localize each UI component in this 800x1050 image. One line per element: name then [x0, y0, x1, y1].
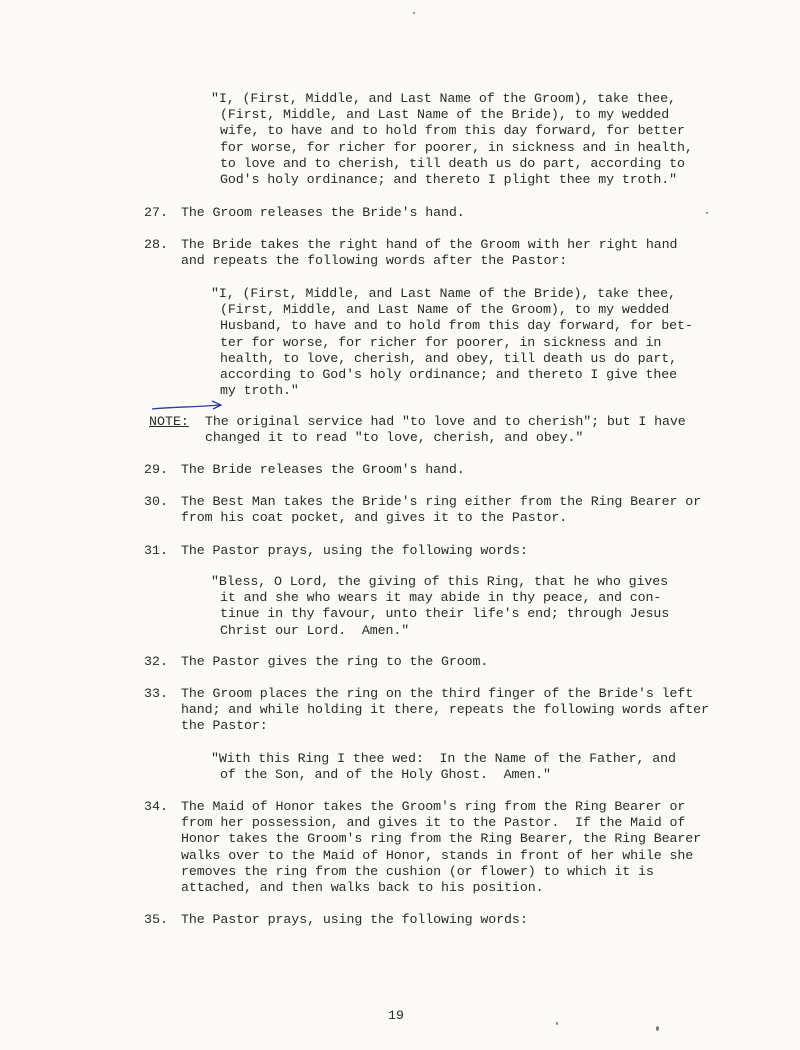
item-35-text — [181, 912, 741, 928]
quote-line: tinue in thy favour, unto their life's end; through Jesus — [220, 606, 670, 622]
item-number: 34. — [144, 799, 168, 814]
item-line: and repeats the following words after the Pastor: — [181, 253, 568, 269]
item-33-text — [181, 686, 741, 735]
item-line: The Pastor gives the ring to the Groom. — [181, 654, 489, 669]
item-line: from his coat pocket, and gives it to the Pastor. — [181, 510, 568, 526]
item-30-text — [181, 494, 741, 526]
item-27-text — [181, 205, 741, 221]
quote-line: according to God's holy ordinance; and thereto I give thee — [220, 367, 678, 383]
quote-line: ter for worse, for richer for poorer, in sickness and in — [220, 334, 662, 350]
item-line: walks over to the Maid of Honor, stands in front of her while she — [181, 847, 694, 863]
item-line: The Bride takes the right hand of the Groom with her right hand — [181, 237, 678, 252]
item-number: 30. — [144, 494, 168, 509]
quote-line: of the Son, and of the Holy Ghost. Amen." — [220, 767, 551, 783]
item-34-text — [181, 799, 741, 896]
quote-line: (First, Middle, and Last Name of the Bride), to my wedded — [220, 107, 670, 123]
item-number: 28. — [144, 237, 168, 252]
quote-line: wife, to have and to hold from this day forward, for better — [220, 123, 685, 139]
page-number: 19 — [388, 1008, 404, 1023]
item-line: from her possession, and gives it to the Pastor. If the Maid of — [181, 815, 686, 831]
item-number: 32. — [144, 654, 168, 669]
quote-line: (First, Middle, and Last Name of the Groom), to my wedded — [220, 302, 670, 318]
note-label: NOTE: — [149, 414, 189, 429]
quote-line: it and she who wears it may abide in thy peace, and con- — [220, 590, 662, 606]
note-line: The original service had "to love and to cherish"; but I have — [205, 414, 686, 429]
quote-line: for worse, for richer for poorer, in sickness and in health, — [220, 139, 693, 155]
groom-vow-quote — [211, 91, 693, 188]
item-number: 27. — [144, 205, 168, 220]
quote-line: Husband, to have and to hold from this day forward, for bet- — [220, 318, 693, 334]
item-29-text — [181, 462, 741, 478]
quote-line: "With this Ring I thee wed: In the Name of the Father, and — [211, 751, 676, 766]
item-line: The Best Man takes the Bride's ring either from the Ring Bearer or — [181, 494, 702, 509]
ring-wed-quote — [211, 751, 676, 783]
item-line: The Bride releases the Groom's hand. — [181, 462, 465, 477]
bride-vow-quote — [211, 286, 693, 399]
item-31-text — [181, 543, 741, 559]
item-number: 33. — [144, 686, 168, 701]
note-text — [205, 414, 686, 446]
item-line: attached, and then walks back to his position. — [181, 880, 544, 896]
item-line: The Pastor prays, using the following words: — [181, 912, 528, 927]
scan-speck — [556, 1022, 558, 1025]
item-line: Honor takes the Groom's ring from the Ring Bearer, the Ring Bearer — [181, 831, 702, 847]
item-number: 35. — [144, 912, 168, 927]
handwritten-arrow-icon — [150, 399, 226, 415]
item-28-text — [181, 237, 741, 269]
scan-speck — [656, 1026, 659, 1031]
scan-speck — [706, 212, 708, 214]
item-number: 29. — [144, 462, 168, 477]
quote-line: "I, (First, Middle, and Last Name of the Bride), take thee, — [211, 286, 676, 301]
item-line: The Groom releases the Bride's hand. — [181, 205, 465, 220]
bless-ring-quote — [211, 574, 669, 639]
quote-line: health, to love, cherish, and obey, till death us do part, — [220, 350, 678, 366]
quote-line: God's holy ordinance; and thereto I plight thee my troth." — [220, 172, 678, 188]
item-line: The Groom places the ring on the third finger of the Bride's left — [181, 686, 694, 701]
item-number: 31. — [144, 543, 168, 558]
quote-line: to love and to cherish, till death us do part, according to — [220, 155, 685, 171]
quote-line: "Bless, O Lord, the giving of this Ring, that he who gives — [211, 574, 669, 589]
item-line: the Pastor: — [181, 718, 268, 734]
quote-line: my troth." — [220, 383, 299, 399]
item-line: The Maid of Honor takes the Groom's ring from the Ring Bearer or — [181, 799, 686, 814]
quote-line: "I, (First, Middle, and Last Name of the Groom), take thee, — [211, 91, 676, 106]
quote-line: Christ our Lord. Amen." — [220, 622, 410, 638]
note-line: changed it to read "to love, cherish, and obey." — [205, 430, 584, 446]
item-32-text — [181, 654, 741, 670]
item-line: The Pastor prays, using the following words: — [181, 543, 528, 558]
item-line: removes the ring from the cushion (or flower) to which it is — [181, 863, 654, 879]
scan-speck — [413, 12, 415, 14]
item-line: hand; and while holding it there, repeats the following words after — [181, 702, 709, 718]
